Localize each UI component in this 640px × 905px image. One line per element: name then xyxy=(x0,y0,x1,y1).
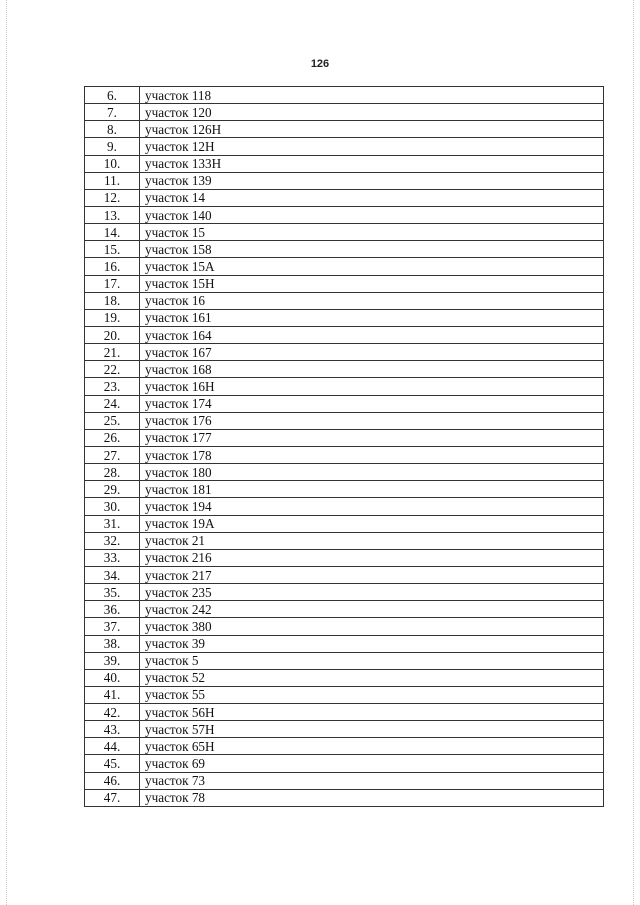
table-row xyxy=(85,549,604,566)
row-number: 38. xyxy=(85,635,140,652)
row-number: 21. xyxy=(85,344,140,361)
scan-edge-left xyxy=(6,0,8,905)
plot-name: участок 126Н xyxy=(140,121,604,138)
row-number: 25. xyxy=(85,412,140,429)
plot-name: участок 216 xyxy=(140,549,604,566)
row-number: 44. xyxy=(85,738,140,755)
table-row xyxy=(85,412,604,429)
plot-name: участок 242 xyxy=(140,601,604,618)
row-number: 6. xyxy=(85,87,140,104)
table-row xyxy=(85,121,604,138)
table-row xyxy=(85,155,604,172)
table-row xyxy=(85,189,604,206)
table-row xyxy=(85,258,604,275)
plot-name: участок 235 xyxy=(140,584,604,601)
table-row xyxy=(85,326,604,343)
table-row xyxy=(85,515,604,532)
row-number: 22. xyxy=(85,361,140,378)
table-row xyxy=(85,275,604,292)
plot-name: участок 15 xyxy=(140,224,604,241)
scan-edge-right xyxy=(632,0,634,905)
plot-name: участок 78 xyxy=(140,789,604,806)
row-number: 36. xyxy=(85,601,140,618)
row-number: 24. xyxy=(85,395,140,412)
table-row xyxy=(85,601,604,618)
plot-name: участок 5 xyxy=(140,652,604,669)
plot-name: участок 16Н xyxy=(140,378,604,395)
row-number: 9. xyxy=(85,138,140,155)
plot-name: участок 181 xyxy=(140,481,604,498)
row-number: 8. xyxy=(85,121,140,138)
row-number: 28. xyxy=(85,464,140,481)
row-number: 42. xyxy=(85,704,140,721)
table-row xyxy=(85,429,604,446)
table-row xyxy=(85,481,604,498)
table-row xyxy=(85,378,604,395)
plot-name: участок 19А xyxy=(140,515,604,532)
row-number: 30. xyxy=(85,498,140,515)
plot-name: участок 140 xyxy=(140,206,604,223)
row-number: 17. xyxy=(85,275,140,292)
row-number: 32. xyxy=(85,532,140,549)
row-number: 19. xyxy=(85,309,140,326)
plot-name: участок 14 xyxy=(140,189,604,206)
plot-name: участок 65Н xyxy=(140,738,604,755)
row-number: 27. xyxy=(85,446,140,463)
plot-name: участок 380 xyxy=(140,618,604,635)
table-row xyxy=(85,446,604,463)
plot-name: участок 15Н xyxy=(140,275,604,292)
table-row xyxy=(85,87,604,104)
table-row xyxy=(85,104,604,121)
plot-name: участок 52 xyxy=(140,669,604,686)
table-row xyxy=(85,635,604,652)
row-number: 35. xyxy=(85,584,140,601)
plot-name: участок 73 xyxy=(140,772,604,789)
row-number: 16. xyxy=(85,258,140,275)
row-number: 40. xyxy=(85,669,140,686)
row-number: 34. xyxy=(85,566,140,583)
row-number: 37. xyxy=(85,618,140,635)
plot-name: участок 139 xyxy=(140,172,604,189)
table-row xyxy=(85,566,604,583)
plot-name: участок 16 xyxy=(140,292,604,309)
plot-name: участок 177 xyxy=(140,429,604,446)
row-number: 12. xyxy=(85,189,140,206)
plot-name: участок 178 xyxy=(140,446,604,463)
row-number: 39. xyxy=(85,652,140,669)
table-row xyxy=(85,772,604,789)
table-row xyxy=(85,789,604,806)
row-number: 7. xyxy=(85,104,140,121)
row-number: 11. xyxy=(85,172,140,189)
plot-name: участок 180 xyxy=(140,464,604,481)
plot-name: участок 161 xyxy=(140,309,604,326)
table-row xyxy=(85,755,604,772)
plot-name: участок 168 xyxy=(140,361,604,378)
plot-name: участок 174 xyxy=(140,395,604,412)
row-number: 18. xyxy=(85,292,140,309)
plot-name: участок 39 xyxy=(140,635,604,652)
table-row xyxy=(85,704,604,721)
table-row xyxy=(85,584,604,601)
table-row xyxy=(85,738,604,755)
plot-name: участок 167 xyxy=(140,344,604,361)
table-row xyxy=(85,361,604,378)
table-row xyxy=(85,172,604,189)
plot-name: участок 56Н xyxy=(140,704,604,721)
plot-name: участок 21 xyxy=(140,532,604,549)
table-row xyxy=(85,652,604,669)
plot-name: участок 176 xyxy=(140,412,604,429)
table-row xyxy=(85,498,604,515)
page-number: 126 xyxy=(310,58,330,70)
row-number: 46. xyxy=(85,772,140,789)
row-number: 26. xyxy=(85,429,140,446)
table-row xyxy=(85,241,604,258)
row-number: 10. xyxy=(85,155,140,172)
plot-name: участок 194 xyxy=(140,498,604,515)
table-row xyxy=(85,138,604,155)
row-number: 43. xyxy=(85,721,140,738)
plots-table-body xyxy=(85,87,604,807)
plot-name: участок 120 xyxy=(140,104,604,121)
plot-name: участок 118 xyxy=(140,87,604,104)
plot-name: участок 69 xyxy=(140,755,604,772)
table-row xyxy=(85,618,604,635)
plots-table-container xyxy=(84,86,604,807)
table-row xyxy=(85,309,604,326)
row-number: 31. xyxy=(85,515,140,532)
row-number: 20. xyxy=(85,326,140,343)
plot-name: участок 217 xyxy=(140,566,604,583)
table-row xyxy=(85,686,604,703)
row-number: 23. xyxy=(85,378,140,395)
row-number: 47. xyxy=(85,789,140,806)
table-row xyxy=(85,532,604,549)
row-number: 45. xyxy=(85,755,140,772)
plot-name: участок 133Н xyxy=(140,155,604,172)
plot-name: участок 158 xyxy=(140,241,604,258)
row-number: 13. xyxy=(85,206,140,223)
table-row xyxy=(85,721,604,738)
plot-name: участок 15А xyxy=(140,258,604,275)
row-number: 14. xyxy=(85,224,140,241)
plots-table xyxy=(84,86,604,807)
table-row xyxy=(85,206,604,223)
table-row xyxy=(85,224,604,241)
table-row xyxy=(85,344,604,361)
row-number: 33. xyxy=(85,549,140,566)
table-row xyxy=(85,464,604,481)
plot-name: участок 55 xyxy=(140,686,604,703)
table-row xyxy=(85,395,604,412)
plot-name: участок 164 xyxy=(140,326,604,343)
row-number: 29. xyxy=(85,481,140,498)
table-row xyxy=(85,292,604,309)
plot-name: участок 12Н xyxy=(140,138,604,155)
plot-name: участок 57Н xyxy=(140,721,604,738)
row-number: 15. xyxy=(85,241,140,258)
row-number: 41. xyxy=(85,686,140,703)
table-row xyxy=(85,669,604,686)
